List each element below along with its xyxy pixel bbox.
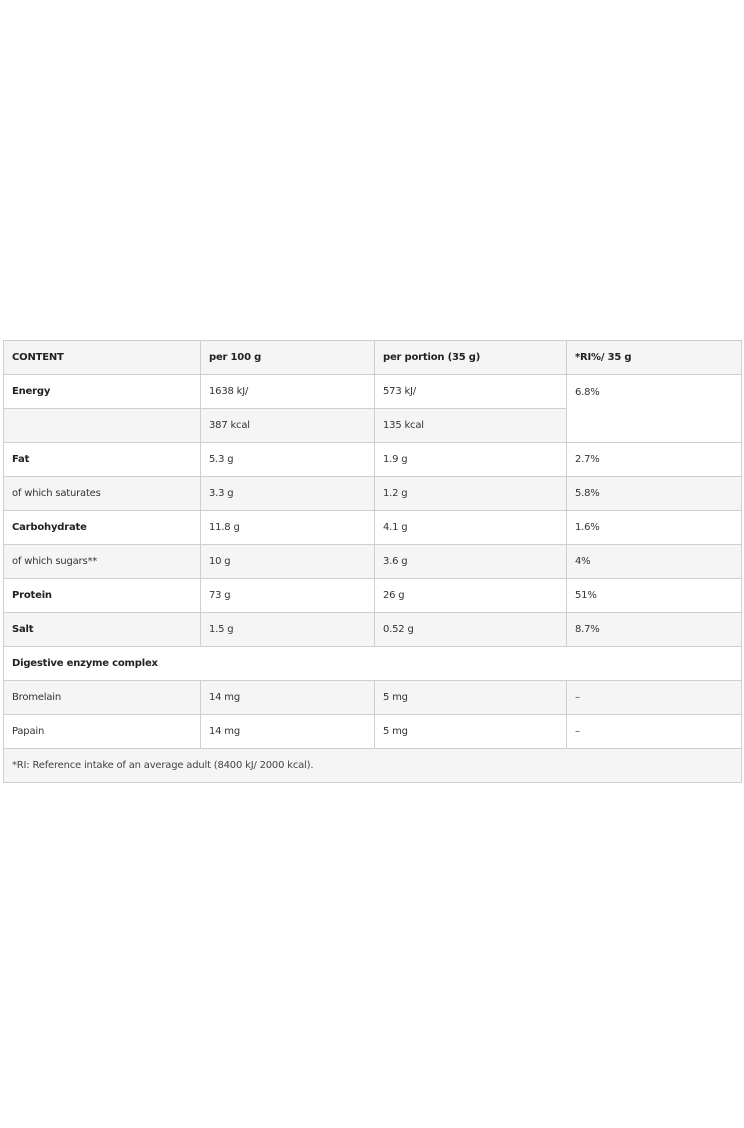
header-content: CONTENT <box>4 341 201 375</box>
carbohydrate-ri: 1.6% <box>567 511 742 545</box>
fat-per-portion: 1.9 g <box>375 443 567 477</box>
table-row-salt <box>4 613 742 647</box>
bromelain-per-100g: 14 mg <box>201 681 375 715</box>
carbohydrate-per-portion: 4.1 g <box>375 511 567 545</box>
sugars-per-portion: 3.6 g <box>375 545 567 579</box>
table-row-bromelain <box>4 681 742 715</box>
saturates-per-portion: 1.2 g <box>375 477 567 511</box>
bromelain-per-portion: 5 mg <box>375 681 567 715</box>
energy-kj-per-100g: 1638 kJ/ <box>201 375 375 409</box>
table-row-energy-kj <box>4 375 742 409</box>
energy-kcal-label-empty <box>4 409 201 443</box>
table-header-row <box>4 341 742 375</box>
papain-per-100g: 14 mg <box>201 715 375 749</box>
papain-per-portion: 5 mg <box>375 715 567 749</box>
bromelain-ri: – <box>567 681 742 715</box>
sugars-per-100g: 10 g <box>201 545 375 579</box>
energy-kcal-per-portion: 135 kcal <box>375 409 567 443</box>
table-row-papain <box>4 715 742 749</box>
table-row-enzyme-section <box>4 647 742 681</box>
sugars-ri: 4% <box>567 545 742 579</box>
salt-ri: 8.7% <box>567 613 742 647</box>
fat-ri: 2.7% <box>567 443 742 477</box>
saturates-per-100g: 3.3 g <box>201 477 375 511</box>
header-ri: *RI%/ 35 g <box>567 341 742 375</box>
carbohydrate-per-100g: 11.8 g <box>201 511 375 545</box>
papain-label: Papain <box>4 715 201 749</box>
fat-label: Fat <box>4 443 201 477</box>
energy-label: Energy <box>4 375 201 409</box>
saturates-label: of which saturates <box>4 477 201 511</box>
enzyme-section-label: Digestive enzyme complex <box>4 647 742 681</box>
saturates-ri: 5.8% <box>567 477 742 511</box>
salt-per-100g: 1.5 g <box>201 613 375 647</box>
carbohydrate-label: Carbohydrate <box>4 511 201 545</box>
salt-label: Salt <box>4 613 201 647</box>
papain-ri: – <box>567 715 742 749</box>
reference-intake-footnote: *RI: Reference intake of an average adult (8400 kJ/ 2000 kcal). <box>4 749 742 783</box>
sugars-label: of which sugars** <box>4 545 201 579</box>
header-per-100g: per 100 g <box>201 341 375 375</box>
fat-per-100g: 5.3 g <box>201 443 375 477</box>
salt-per-portion: 0.52 g <box>375 613 567 647</box>
bromelain-label: Bromelain <box>4 681 201 715</box>
header-per-portion: per portion (35 g) <box>375 341 567 375</box>
energy-ri: 6.8% <box>567 375 742 443</box>
nutrition-facts-table <box>3 340 742 783</box>
table-row-fat <box>4 443 742 477</box>
protein-per-100g: 73 g <box>201 579 375 613</box>
table-row-carbohydrate <box>4 511 742 545</box>
energy-kj-per-portion: 573 kJ/ <box>375 375 567 409</box>
protein-label: Protein <box>4 579 201 613</box>
table-row-footnote <box>4 749 742 783</box>
protein-per-portion: 26 g <box>375 579 567 613</box>
protein-ri: 51% <box>567 579 742 613</box>
table-row-protein <box>4 579 742 613</box>
energy-kcal-per-100g: 387 kcal <box>201 409 375 443</box>
table-row-saturates <box>4 477 742 511</box>
table-row-sugars <box>4 545 742 579</box>
